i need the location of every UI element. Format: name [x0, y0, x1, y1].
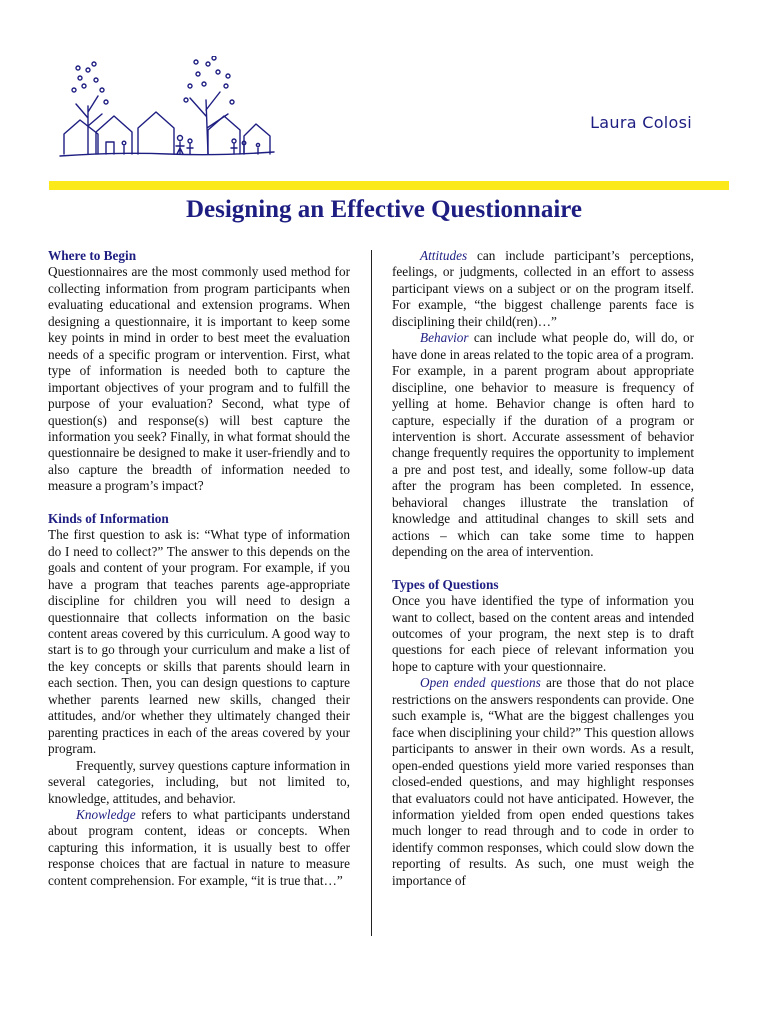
paragraph-knowledge-text: refers to what participants understand about program content, ideas or concepts. When capturing this information, it is usually best to offer response choices that are factual in nature to measure content comprehension. For example, “it is true that…” [48, 806, 350, 888]
term-behavior: Behavior [420, 330, 469, 346]
heading-types-of-questions: Types of Questions [392, 576, 499, 592]
paragraph-types-of-questions: Once you have identified the type of information you want to collect, based on the content areas and intended outcomes of your program, the next step is to draft questions for each piece of relevant information you hope to capture with your questionnaire. [392, 593, 694, 674]
left-column [48, 248, 350, 889]
header-divider-bar [49, 181, 729, 190]
paragraph-where-to-begin: Questionnaires are the most commonly used method for collecting information from program participants when evaluating educational and extension programs. When designing a questionnaire, it is important to keep some key points in mind in order to best meet the evaluation needs of a specific program or intervention. First, what type of information is needed both to capture the important objectives of your program and to fulfill the purpose of your evaluation? Second, what type of question(s) and response(s) will best capture the information you seek? Finally, in what format should the questionnaire be designed to make it user-friendly and to also capture the breadth of information needed to measure a program’s impact? [48, 264, 350, 494]
paragraph-knowledge [48, 807, 350, 889]
paragraph-open-ended-text: are those that do not place restrictions on the answers respondents can provide. One such example is, “What are the biggest challenges you face when disciplining your child?” This question allows participants to answer in their own words. As a result, open-ended questions yield more varied responses than closed-ended questions, and may highlight responses that evaluators could not have anticipated. However, the information yielded from open ended questions takes much longer to read through and to code in order to identify common responses, which could slow down the reporting of results. As such, one must weigh the importance of [392, 675, 694, 888]
heading-kinds-of-information: Kinds of Information [48, 510, 169, 526]
paragraph-open-ended [392, 675, 694, 889]
page-title: Designing an Effective Questionnaire [185, 196, 583, 223]
paragraph-behavior-text: can include what people do, will do, or have done in areas related to the topic area of a program. For example, in a parent program about appropriate discipline, one behavior to measure is frequency of yelling at home. Behavior change is often hard to capture, especially if the duration of a program or intervention is short. Accurate assessment of behavior change frequently requires the opportunity to implement a pre and post test, and ideally, some follow-up data after the program has been completed. In essence, behavioral changes illustrate the translation of knowledge and attitudinal changes to skill sets and actions – which can take some time to happen depending on the area of intervention. [392, 330, 694, 560]
paragraph-attitudes-text: can include participant’s perceptions, feelings, or judgments, collected in an effort to assess participant views on a subject or on the program itself. For example, “the biggest challenge parents face is disciplining their child(ren)…” [392, 248, 694, 329]
right-column [392, 248, 694, 889]
heading-where-to-begin: Where to Begin [48, 248, 137, 263]
paragraph-categories: Frequently, survey questions capture information in several categories, including, but not limited to, knowledge, attitudes, and behavior. [48, 757, 350, 806]
term-attitudes: Attitudes [420, 248, 468, 263]
paragraph-attitudes [392, 248, 694, 330]
paragraph-behavior [392, 330, 694, 560]
author-name: Laura Colosi [590, 113, 692, 132]
column-divider [371, 250, 372, 936]
term-open-ended: Open ended questions [420, 675, 541, 691]
village-trees-people-logo-icon [58, 56, 278, 166]
term-knowledge: Knowledge [76, 806, 136, 822]
paragraph-kinds-of-information: The first question to ask is: “What type of information do I need to collect?” The answer to this depends on the goals and content of your program. For example, if you have a program that teaches parents age-appropriate discipline for children you will need to design a questionnaire that collects information on the basic content areas covered by this curriculum. A good way to start is to go through your curriculum and make a list of the key concepts or skills that parents should learn in each section. Then, you can design questions to capture whether parents learned new skills, changed their attitudes, and/or whether they ultimately changed their parenting practices in each of the areas covered by your program. [48, 527, 350, 757]
